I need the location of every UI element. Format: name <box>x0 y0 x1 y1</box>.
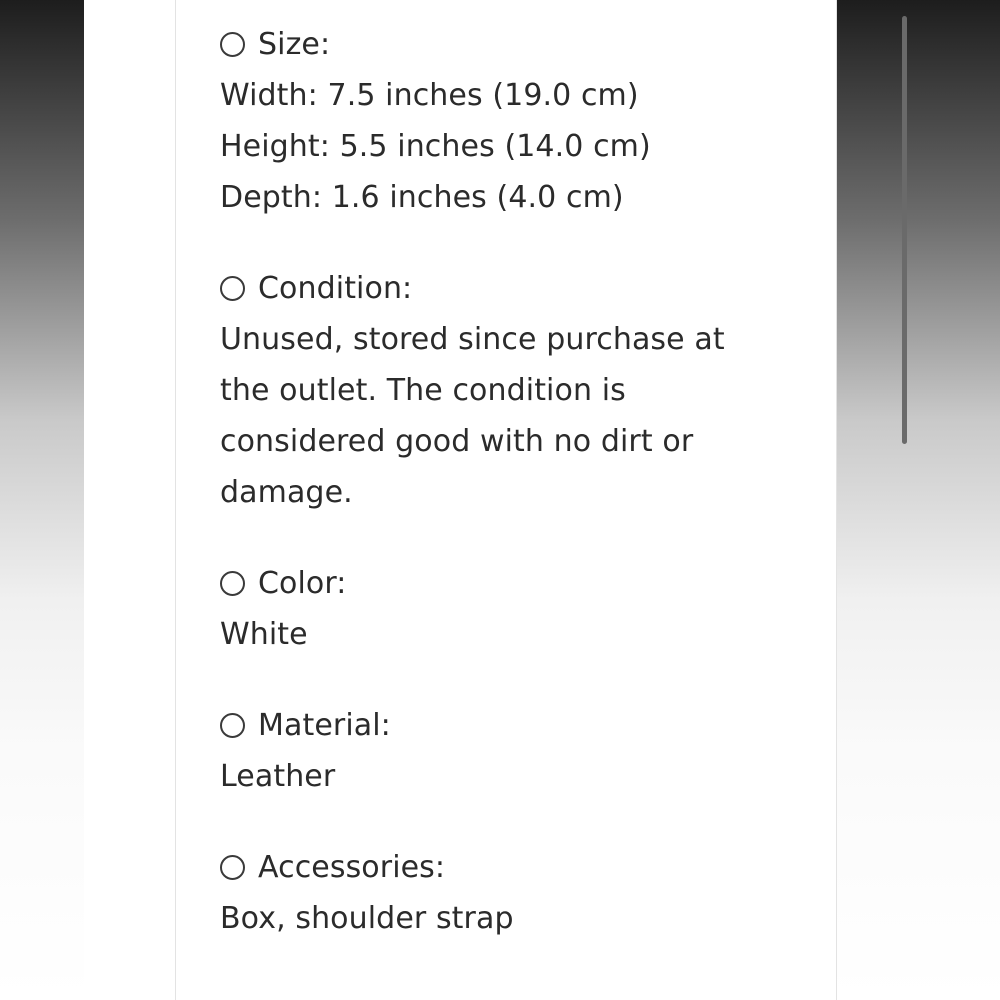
product-details-content <box>220 0 800 944</box>
section-accessories-label: Accessories: <box>258 850 446 885</box>
section-color-label: Color: <box>258 566 347 601</box>
section-color <box>220 558 800 660</box>
size-width-line: Width: 7.5 inches (19.0 cm) <box>220 78 639 113</box>
circle-bullet-icon <box>220 276 245 301</box>
page-left-edge-gradient <box>0 0 84 1000</box>
condition-paragraph: Unused, stored since purchase at the outlet. The condition is considered good with no dirt or damage. <box>220 322 725 510</box>
section-size <box>220 19 800 223</box>
section-condition-label: Condition: <box>258 271 413 306</box>
content-sheet <box>176 0 836 1000</box>
size-height-line: Height: 5.5 inches (14.0 cm) <box>220 129 651 164</box>
material-value: Leather <box>220 759 336 794</box>
accessories-value: Box, shoulder strap <box>220 901 514 936</box>
section-size-label: Size: <box>258 27 331 62</box>
page-right-edge-gradient <box>836 0 1000 1000</box>
section-accessories-heading <box>220 842 800 893</box>
section-condition <box>220 263 800 518</box>
section-material-heading <box>220 700 800 751</box>
color-value: White <box>220 617 308 652</box>
circle-bullet-icon <box>220 32 245 57</box>
section-material-label: Material: <box>258 708 391 743</box>
section-material <box>220 700 800 802</box>
circle-bullet-icon <box>220 571 245 596</box>
size-depth-line: Depth: 1.6 inches (4.0 cm) <box>220 180 624 215</box>
circle-bullet-icon <box>220 713 245 738</box>
circle-bullet-icon <box>220 855 245 880</box>
section-condition-heading <box>220 263 800 314</box>
section-accessories <box>220 842 800 944</box>
section-color-heading <box>220 558 800 609</box>
vertical-scrollbar-thumb[interactable] <box>902 16 907 444</box>
section-size-heading <box>220 19 800 70</box>
